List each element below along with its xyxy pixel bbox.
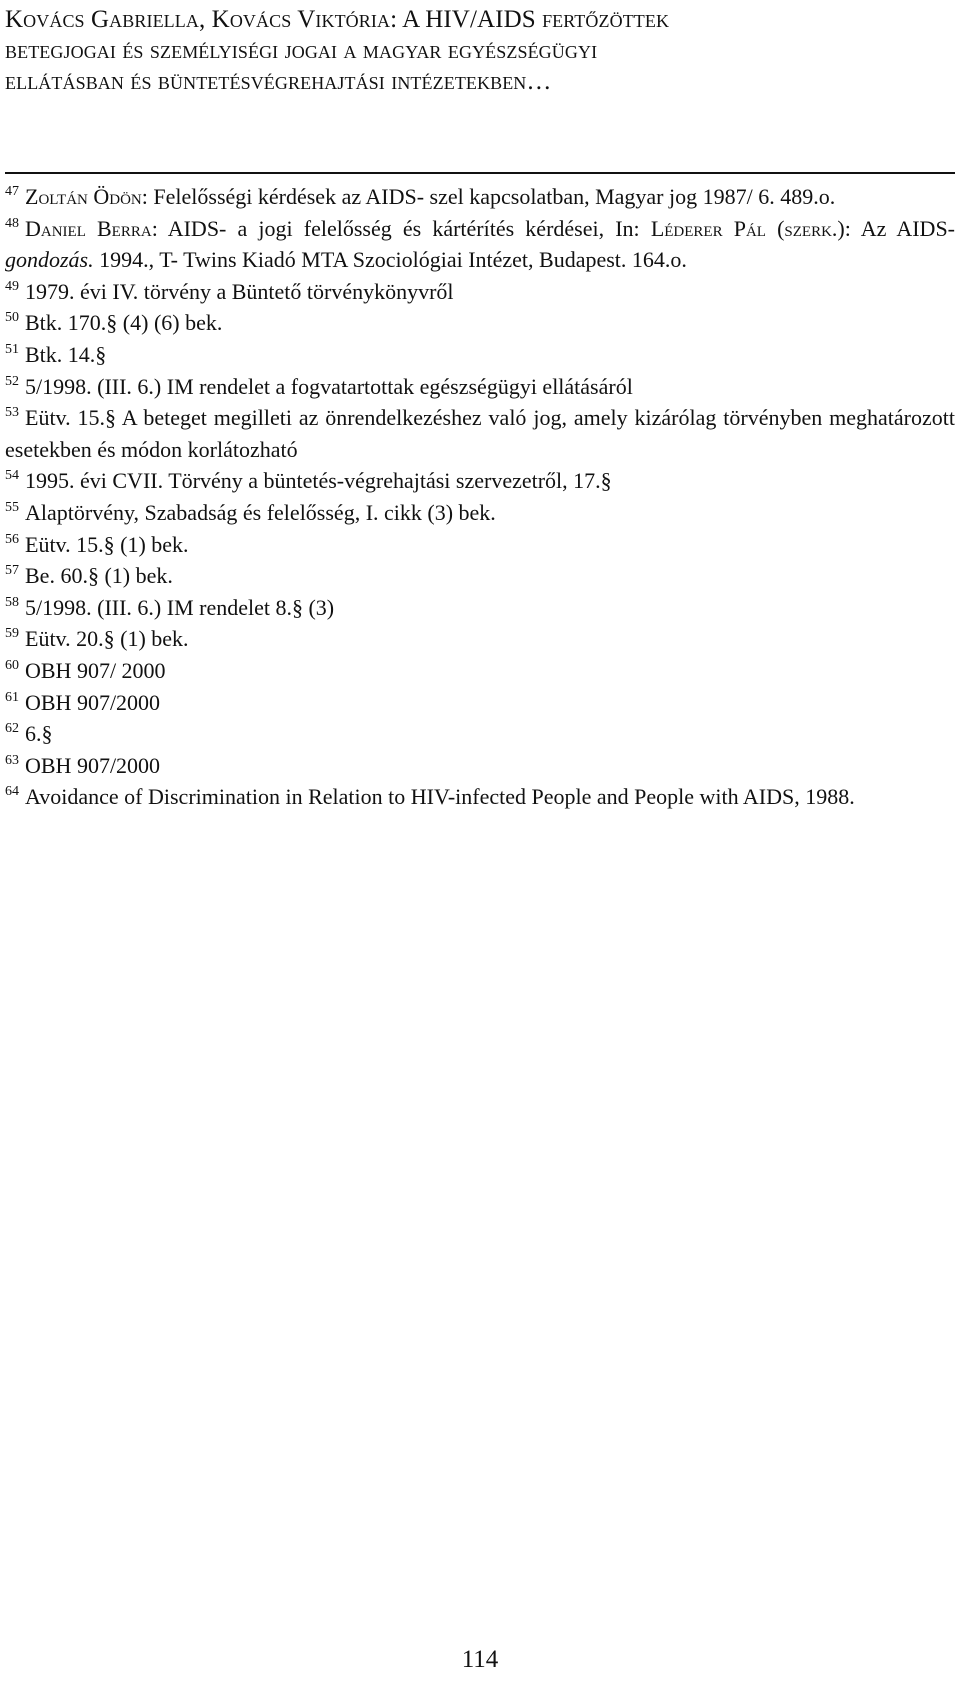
footnote-number: 48 bbox=[5, 215, 19, 231]
footnote-60 bbox=[5, 655, 955, 687]
footnote-number: 50 bbox=[5, 310, 19, 326]
header-line-1: Kovács Gabriella, Kovács Viktória: A HIV/AIDS fertőzöttek bbox=[5, 6, 670, 33]
footnote-number: 63 bbox=[5, 752, 19, 768]
footnote-56 bbox=[5, 529, 955, 561]
footnote-text: OBH 907/ 2000 bbox=[25, 657, 166, 683]
footnote-64 bbox=[5, 781, 955, 813]
running-header bbox=[5, 4, 955, 97]
footnote-number: 49 bbox=[5, 278, 19, 294]
footnote-55 bbox=[5, 497, 955, 529]
footnote-50 bbox=[5, 307, 955, 339]
footnote-text: OBH 907/2000 bbox=[25, 752, 161, 778]
footnote-text: Eütv. 15.§ A beteget megilleti az önrendelkezéshez való jog, amely kizárólag törvényben meghatározott esetekben és módon korlátozható bbox=[5, 405, 955, 462]
footnote-text: 1979. évi IV. törvény a Büntető törvénykönyvről bbox=[25, 278, 454, 304]
footnote-number: 57 bbox=[5, 563, 19, 579]
footnote-number: 62 bbox=[5, 721, 19, 737]
footnote-49 bbox=[5, 276, 955, 308]
footnote-57 bbox=[5, 560, 955, 592]
footnote-53 bbox=[5, 402, 955, 465]
header-line-3: ellátásban és büntetésvégrehajtási intézetekben… bbox=[5, 68, 552, 95]
footnote-number: 58 bbox=[5, 594, 19, 610]
footnote-text: 1995. évi CVII. Törvény a büntetés-végrehajtási szervezetről, 17.§ bbox=[25, 468, 612, 494]
footnote-number: 47 bbox=[5, 184, 19, 199]
footnote-48 bbox=[5, 213, 955, 276]
footnote-italic-title: gondozás. bbox=[5, 247, 94, 273]
footnote-number: 53 bbox=[5, 405, 19, 421]
footnote-text: : Az AIDS- bbox=[844, 215, 955, 241]
footnote-text: Alaptörvény, Szabadság és felelősség, I. cikk (3) bek. bbox=[25, 499, 496, 525]
footnote-number: 54 bbox=[5, 468, 19, 484]
footnote-59 bbox=[5, 623, 955, 655]
footnote-63 bbox=[5, 750, 955, 782]
footnote-62 bbox=[5, 718, 955, 750]
footnote-number: 56 bbox=[5, 531, 19, 547]
page-number: 114 bbox=[461, 1646, 499, 1673]
footnote-text: Btk. 14.§ bbox=[25, 341, 107, 367]
footnote-number: 52 bbox=[5, 373, 19, 389]
footnote-number: 61 bbox=[5, 689, 19, 705]
footnote-editor: Léderer Pál (szerk.) bbox=[650, 215, 845, 241]
footnote-51 bbox=[5, 339, 955, 371]
footnote-54 bbox=[5, 465, 955, 497]
footnote-text: 1994., T- Twins Kiadó MTA Szociológiai Intézet, Budapest. 164.o. bbox=[93, 247, 687, 273]
footnotes bbox=[5, 181, 955, 813]
footnote-author: Daniel Berra bbox=[25, 215, 152, 241]
footnote-separator bbox=[5, 172, 955, 174]
footnote-text: OBH 907/2000 bbox=[25, 689, 161, 715]
footnote-text: Avoidance of Discrimination in Relation to HIV-infected People and People with AIDS, 1988. bbox=[25, 784, 855, 810]
footnote-text: Eütv. 15.§ (1) bek. bbox=[25, 531, 189, 557]
footnote-text: 6.§ bbox=[25, 721, 53, 747]
footnote-text: 5/1998. (III. 6.) IM rendelet 8.§ (3) bbox=[25, 594, 335, 620]
footnote-number: 59 bbox=[5, 626, 19, 642]
footnote-text: : AIDS- a jogi felelősség és kártérítés kérdései, In: bbox=[151, 215, 651, 241]
footnote-text: Btk. 170.§ (4) (6) bek. bbox=[25, 310, 223, 336]
footnote-number: 64 bbox=[5, 784, 19, 800]
footnote-52 bbox=[5, 371, 955, 403]
footnote-61 bbox=[5, 687, 955, 719]
header-line-2: betegjogai és személyiségi jogai a magyar egyészségügyi bbox=[5, 37, 598, 64]
footnote-text: Be. 60.§ (1) bek. bbox=[25, 563, 173, 589]
footnote-47 bbox=[5, 181, 955, 213]
footnote-text: Eütv. 20.§ (1) bek. bbox=[25, 626, 189, 652]
footnote-58 bbox=[5, 592, 955, 624]
footnote-number: 55 bbox=[5, 499, 19, 515]
footnote-author: Zoltán Ödön bbox=[25, 184, 142, 209]
footnote-number: 51 bbox=[5, 341, 19, 357]
footnote-text: 5/1998. (III. 6.) IM rendelet a fogvatartottak egészségügyi ellátásáról bbox=[25, 373, 633, 399]
footnote-number: 60 bbox=[5, 657, 19, 673]
footnote-text: : Felelősségi kérdések az AIDS- szel kapcsolatban, Magyar jog 1987/ 6. 489.o. bbox=[141, 184, 836, 209]
